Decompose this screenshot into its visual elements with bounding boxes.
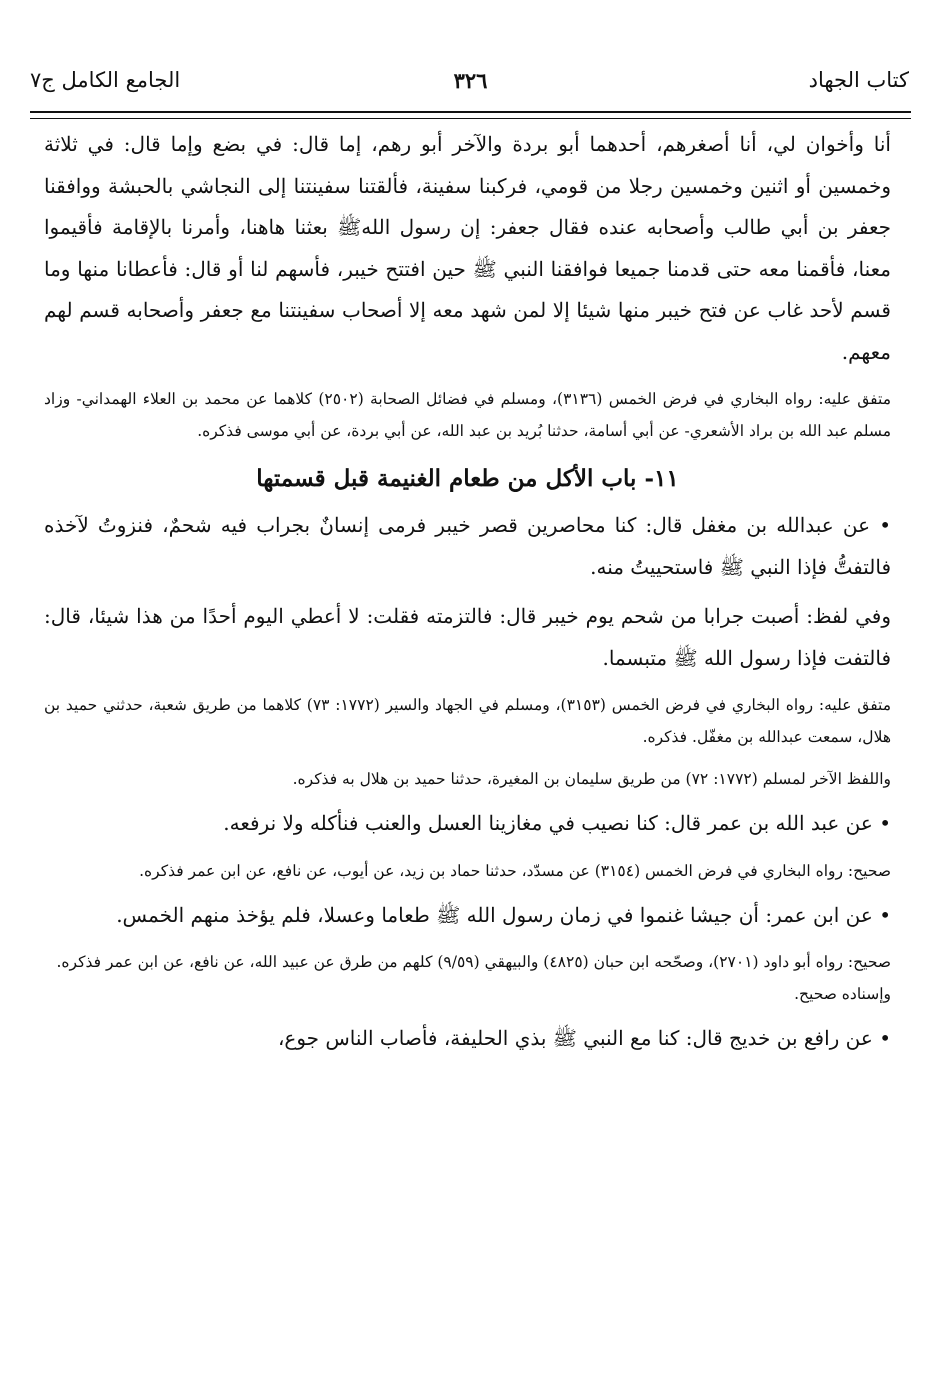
hadith-text: • عن عبد الله بن عمر قال: كنا نصيب في مغازينا العسل والعنب فنأكله ولا نرفعه. — [223, 811, 891, 835]
hadith-text: • عن رافع بن خديج قال: كنا مع النبي ﷺ بذي الحليفة، فأصاب الناس جوع، — [277, 1026, 891, 1050]
takhrij-note: متفق عليه: رواه البخاري في فرض الخمس (٣١٣٦)، ومسلم في فضائل الصحابة (٢٥٠٢) كلاهما عن محمد بن العلاء الهمداني- وزاد مسلم عبد الله بن براد الأشعري- عن أبي أسامة، حدثنا بُريد بن عبد الله، عن أبي بردة، عن أبي موسى فذكره. — [44, 390, 891, 440]
hadith-text: • عن عبدالله بن مغفل قال: كنا محاصرين قصر خيبر فرمى إنسانٌ بجراب فيه شحمٌ، فنزوتُ لآخذه فالتفتُّ فإذا النبي ﷺ فاستحييتُ منه. — [44, 513, 891, 579]
section-title: ١١- باب الأكل من طعام الغنيمة قبل قسمتها — [256, 465, 679, 492]
hadith-text: • عن ابن عمر: أن جيشا غنموا في زمان رسول الله ﷺ طعاما وعسلا، فلم يؤخذ منهم الخمس. — [116, 902, 891, 927]
grading-note: وإسناده صحيح. — [794, 985, 891, 1003]
takhrij-note: صحيح: رواه أبو داود (٢٧٠١)، وصحّحه ابن حبان (٤٨٢٥) والبيهقي (٩/٥٩) كلهم من طرق عن عبيد الله، عن نافع، عن ابن عمر فذكره. — [56, 953, 891, 971]
hadith-text: وفي لفظ: أصبت جرابا من شحم يوم خيبر قال: فالتزمته فقلت: لا أعطي اليوم أحدًا من هذا شيئا، قال: فالتفت فإذا رسول الله ﷺ متبسما. — [44, 604, 891, 670]
book-title: الجامع الكامل ج٧ — [30, 68, 181, 92]
page-body — [44, 124, 891, 1060]
running-header — [28, 66, 913, 106]
takhrij-note: واللفظ الآخر لمسلم (١٧٧٢: ٧٢) من طريق سليمان بن المغيرة، حدثنا حميد بن هلال به فذكره. — [292, 770, 891, 788]
chapter-title: كتاب الجهاد — [808, 68, 909, 92]
page-number: ٣٢٦ — [453, 68, 488, 93]
hadith-text: أنا وأخوان لي، أنا أصغرهم، أحدهما أبو بردة والآخر أبو رهم، إما قال: في بضع وإما قال: في ثلاثة وخمسين أو اثنين وخمسين رجلا من قومي، فركبنا سفينة، فألقتنا سفينتنا إلى النجاشي بالحبشة ووافقنا جعفر بن أبي طالب وأصحابه عنده فقال جعفر: إن رسول اللهﷺ بعثنا هاهنا، وأمرنا بالإقامة فأقيموا معنا، فأقمنا معه حتى قدمنا جميعا فوافقنا النبي ﷺ حين افتتح خيبر، فأسهم لنا أو قال: فأعطانا منها وما قسم لأحد غاب عن فتح خيبر منها شيئا إلا لمن شهد معه إلا أصحاب سفينتنا مع جعفر وأصحابه قسم لهم معهم. — [44, 132, 891, 364]
takhrij-note: متفق عليه: رواه البخاري في فرض الخمس (٣١٥٣)، ومسلم في الجهاد والسير (١٧٧٢: ٧٣) كلاهما من طريق شعبة، حدثني حميد بن هلال، سمعت عبدالله بن مغفّل. فذكره. — [44, 696, 892, 746]
takhrij-note: صحيح: رواه البخاري في فرض الخمس (٣١٥٤) عن مسدّد، حدثنا حماد بن زيد، عن أيوب، عن نافع، عن ابن عمر فذكره. — [139, 861, 891, 880]
header-rule-thick — [30, 111, 911, 113]
header-rule-thin — [30, 118, 911, 119]
